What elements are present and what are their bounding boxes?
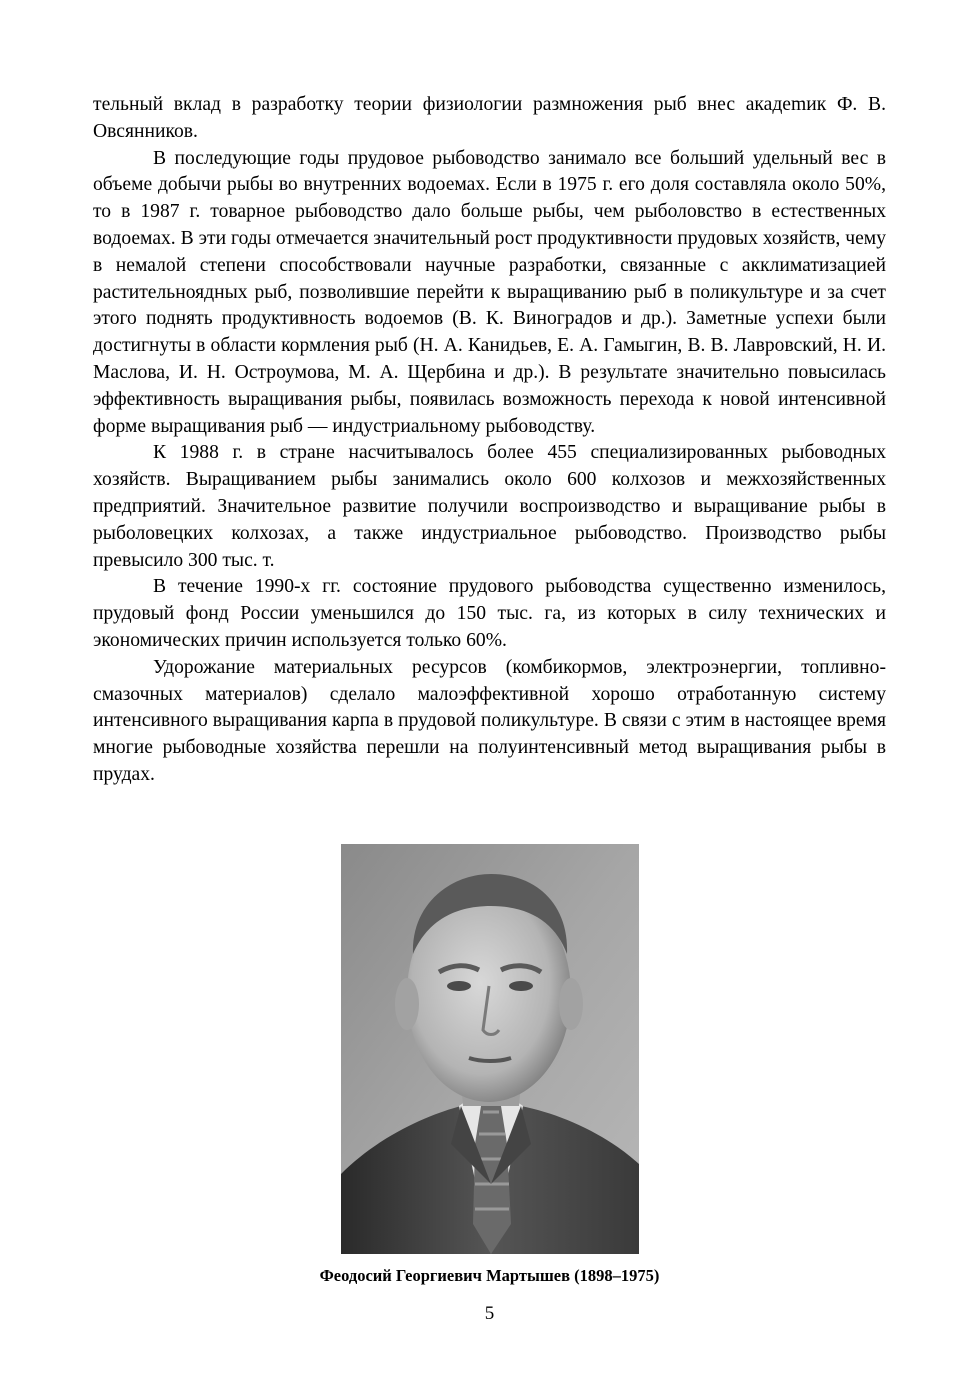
- paragraph-1990s: В течение 1990-х гг. состояние прудового рыбоводства существенно изменилось, прудовый фонд России уменьшился до 150 тыс. га, из которых в силу технических и экономических причин используется только 60%.: [93, 576, 886, 651]
- paragraph-1988-farms: К 1988 г. в стране насчитывалось более 455 специализированных рыбоводных хозяйств. Выращиванием рыбы занимались около 600 колхозов и межхозяйственных предприятий. Значительное развитие получили воспроизводство и выращивание рыбы в рыболовецких колхозах, а также индустриальное рыбоводство. Производство рыбы превысило 300 тыс. т.: [93, 442, 886, 571]
- paragraph-resources: Удорожание материальных ресурсов (комбикормов, электроэнергии, топливно-смазочных материалов) сделало малоэффективной хорошо отработанную систему интенсивного выращивания карпа в прудовой поликультуре. В связи с этим в настоящее время многие рыбоводные хозяйства перешли на полуинтенсивный метод выращивания рыбы в прудах.: [93, 656, 886, 785]
- figure-caption: Феодосий Георгиевич Мартышев (1898–1975): [319, 1266, 660, 1285]
- paragraph-continued: тельный вклад в разработку теории физиологии размножения рыб внес акадеmик Ф. В. Овсянников.: [93, 94, 886, 142]
- paragraph-pond-fish-farming: В последующие годы прудовое рыбоводство занимало все больший удельный вес в объеме добычи рыбы во внутренних водоемах. Если в 1975 г. его доля составляла около 50%, то в 1987 г. товарное рыбоводство дало больше рыбы, чем рыболовство в естественных водоемах. В эти годы отмечается значительный рост продуктивности прудовых хозяйств, чему в немалой степени способствовали научные разработки, связанные с акклиматизацией растительноядных рыб, позволившие перейти к выращиванию рыб в поликультуре и за счет этого поднять продуктивность водоемов (В. К. Виноградов и др.). Заметные успехи были достигнуты в области кормления рыб (Н. А. Канидьев, Е. А. Гамыгин, В. В. Лавровский, Н. И. Маслова, И. Н. Остроумова, М. А. Щербина и др.). В результате значительно повысилась эффективность выращивания рыбы, появилась возможность перехода к новой интенсивной форме выращивания рыб — индустриальному рыбоводству.: [93, 147, 886, 437]
- page-number: 5: [484, 1303, 495, 1324]
- portrait-illustration: [341, 844, 639, 1254]
- portrait-photo: [341, 844, 639, 1254]
- body-text: [93, 92, 886, 789]
